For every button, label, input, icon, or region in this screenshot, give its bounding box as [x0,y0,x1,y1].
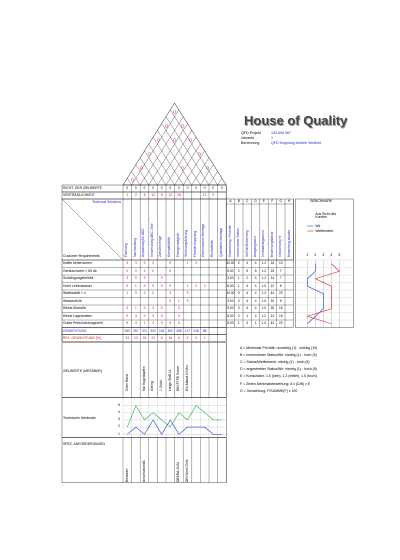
rating-cell: 12 [270,283,275,288]
improvement-value: 9 [212,193,215,197]
spec-requirement: Anschlussmaß [141,459,146,482]
direction-value: 0 [178,186,180,190]
relationship-cell: 0 [126,268,129,273]
relationship-cell: 3 [169,291,172,296]
relationship-cell: 9 [160,306,163,311]
rel-weighting-value: 6 [160,335,163,340]
tech-characteristic: Strömungsführung [184,229,189,257]
rel-weighting-value: 13 [125,335,130,340]
tech-characteristic: Verwendung ABC-Teile [149,223,154,257]
rating-cell: 4 [254,261,257,266]
rating-cell: 4 [254,291,257,296]
relationship-cell: 9 [135,268,137,273]
legend-text-line: D = angestrebter Status/Wir: niedrig (1) - hoch (5) [240,367,317,372]
target-value: Lange Stoff 14 [167,369,172,391]
rating-col-label: Bewertung absolut [286,229,291,257]
relationship-cell: 9 [126,283,129,288]
requirement-name: Hohe Lebensdauer [63,283,92,288]
rating-cell: 4 [254,283,257,288]
rating-col-label: momentaner Status [236,228,241,257]
rating-cell: 2 [237,313,240,318]
legend-text-line: C = Status/Wettbewerb: niedrig (1) - hoch (5) [240,359,310,364]
direction-value: 0 [186,186,189,190]
requirement-name: Kleine Lagerkosten [63,313,93,318]
rating-cell: 7 [279,276,282,281]
rating-cell: 44 [270,291,275,296]
rating-cell: 3.00 [227,276,234,281]
rating-cell: 2 [246,276,249,281]
rating-col-label: Gewichtung % [278,235,283,257]
direction-value: 0 [126,186,129,190]
rel-weighting-value: 18 [142,335,147,340]
relationship-cell: 9 [160,313,163,318]
tech-characteristic: Qualitative Montage [218,227,223,257]
relationship-cell: 9 [186,298,189,303]
rating-cell: 5 [279,298,282,303]
rating-cell: 3 [237,298,240,303]
rating-cell: 7 [279,268,282,273]
target-value: Gering [150,380,155,391]
rating-cell: 23 [279,321,283,326]
rating-cell: 1.0 [261,321,267,326]
tech-benchmark-label: Technische Merkmale [63,415,96,420]
rating-cell: 2 [237,261,240,266]
rating-col-letter: A [229,199,232,203]
rel-weighting-value: 13 [134,335,138,340]
weighting-value: 490 [167,328,173,333]
rating-cell: 4 [254,276,257,281]
rel-weighting-value: 9 [195,335,197,340]
rating-cell: 4 [254,313,257,318]
rating-cell: 1 [237,283,240,288]
relationship-cell: 3 [203,283,206,288]
tech-characteristic: Passgenauigkeit [175,232,180,257]
weighting-value: 371 [141,328,148,333]
rel-weighting-value: 18 [168,335,173,340]
rating-col-letter: G [279,199,283,203]
spec-requirement: DIN Norm-Teile [184,458,189,482]
rating-cell: 1 [246,313,249,318]
rating-col-letter: H [288,199,291,203]
relationship-cell: 1 [126,291,129,296]
rating-col-letter: F [271,199,274,203]
tech-characteristic: Kompatibilität [167,237,171,257]
benchmark-label: BENCHMARK [310,199,333,203]
rating-col-label: Gewichtung / Priorität [227,225,232,257]
relationship-cell: 0 [152,261,154,266]
relationship-cell: 9 [143,313,146,318]
relationship-cell: 9 [160,283,163,288]
project-row-value: 1 [271,136,273,140]
tech-characteristic: Anpassung für ABC [141,228,146,257]
rating-col-label: Ausgangswert [252,236,257,257]
relationship-cell: 9 [135,276,137,281]
rel-weighting-value: 6 [178,335,180,340]
improvement-label: VERTRÄGLICHKEIT [63,193,95,197]
rating-cell: 3 [237,306,240,311]
relationship-cell: 9 [186,291,189,296]
direction-value: 0 [221,186,223,190]
rating-cell: 16 [279,306,283,311]
tech-characteristic: Fixierung [124,243,128,257]
rating-cell: 8.00 [227,321,234,326]
target-value: 1 Stück [158,379,163,391]
requirement-name: Gutes Preis/Leistungsverh. [63,321,104,326]
requirement-name: Geräuschverh.< 65 db [63,268,97,273]
relationship-cell: 1 [178,298,180,303]
relationship-cell: 3 [195,261,197,266]
relationship-cell: 9 [143,291,146,296]
improvement-value: 18 [177,193,181,197]
improvement-value: 2 [135,193,137,197]
requirement-name: Wasserdicht [63,298,82,303]
target-value: Ein Ablauf 10 Min. [184,363,189,391]
requirement-name: Wartbarkeit > x [63,291,86,296]
improvement-value: 8 [160,193,163,197]
relationship-cell: 3 [178,321,180,326]
relationship-cell: 3 [126,261,129,266]
rating-cell: 5 [246,268,249,273]
requirement-name: Schwingungsfreiheit [63,276,94,281]
relationship-cell: 3 [152,313,154,318]
improvement-value: 8 [143,193,146,197]
rating-cell: 2 [237,268,240,273]
tech-characteristic: Zwischenringe [158,235,163,257]
weighting-value: 302 [150,328,156,333]
relationship-cell: 9 [143,283,146,288]
tech-characteristic: Rentabilität [210,240,214,257]
benchmark-sub: Aus Sicht des Kunden [315,212,337,220]
benchmark-scale-label: 5 [338,253,341,257]
weighting-label: GEWICHTUNG [63,328,87,333]
direction-value: 0 [135,186,137,190]
relationship-cell: 1 [143,321,146,326]
weighting-value: 88 [202,328,207,333]
legend-ours: Wir [315,223,321,228]
relationship-cell: 0 [152,291,154,296]
rating-cell: 23 [279,291,283,296]
relationship-cell: 3 [126,306,129,311]
rating-col-label: Bewertungsfaktor [269,231,274,257]
rating-cell: 24 [270,261,275,266]
improvement-value: 12 [151,193,155,197]
rating-cell: 10.00 [226,261,235,266]
benchmark-scale-label: 1 [306,253,309,257]
legend-comp: Wettbewerb [315,228,334,233]
rating-cell: 1.0 [261,298,267,303]
rating-cell: 1.0 [261,283,267,288]
rating-cell: 9.00 [227,306,234,311]
rating-cell: 4 [246,261,249,266]
rating-cell: 1.2 [261,261,267,266]
rating-cell: 1.0 [261,306,267,311]
rating-cell: 4 [254,306,257,311]
relationship-cell: 9 [135,291,137,296]
relationship-cell: 3 [195,283,197,288]
rating-cell: 1.2 [261,276,267,281]
rating-cell: 4 [254,298,257,303]
rating-cell: 10 [270,298,275,303]
legend-text-line: B = momentaner Status/Wir: niedrig (1) - hoch (5) [240,352,317,357]
tech-header-label: Technical Solutions [92,200,122,204]
rel-weighting-value: 22 [151,335,155,340]
rating-cell: 44 [270,321,275,326]
project-row-value: 143.695.967 [271,131,291,135]
rating-cell: 15 [279,313,283,318]
improvement-value: 12 [202,193,207,197]
relationship-cell: 9 [160,276,163,281]
relationship-cell: 3 [135,321,137,326]
rating-cell: 8 [279,283,282,288]
relationship-cell: 9 [169,321,172,326]
rel-weighting-label: REL. GEWICHTUNG [%] [63,335,101,340]
project-row-value: QFD Kopplung Antrieb Verdicht [271,141,321,145]
spec-requirements-label: SPEZ. ANFORDERUNGEN [63,441,105,446]
rating-cell: 5 [254,268,257,273]
weighting-value: 549 [124,328,130,333]
rating-cell: 8.00 [227,283,234,288]
tech-benchmark-scale: 3 [118,417,120,422]
relationship-cell: 0 [152,268,154,273]
target-values-label: ZIELWERTE (MESSBAR) [63,368,102,373]
rating-cell: 1.2 [261,268,267,273]
relationship-cell: 1 [186,283,189,288]
legend-text-line: G = Gewichtung: F/SUMME(F) x 100 [240,388,298,393]
direction-label: RICHT. DER ZIELWERTE [63,186,103,190]
spec-requirement: Blindwert [124,467,129,482]
rating-cell: 1 [237,321,240,326]
improvement-value: 1 [126,193,129,197]
rating-cell: 4 [246,306,249,311]
relationship-cell: 3 [126,276,129,281]
relationship-cell: 9 [143,276,146,281]
relationship-cell: 3 [143,268,146,273]
requirement-name: Kräfte beherrschen [63,261,92,266]
legend-text-line: E = Konsultator: 1.0 (kein), 1.2 (mittel), 1.5 (hoch) [240,374,317,379]
rating-col-letter: E [262,199,266,203]
rating-cell: 4 [246,283,249,288]
rating-cell: 4 [246,321,249,326]
rel-weighting-value: 2 [203,335,206,340]
benchmark-scale-label: 2 [314,253,317,257]
direction-value: 0 [195,186,197,190]
rating-cell: 14 [270,313,275,318]
relationship-cell: 9 [152,283,154,288]
relationship-cell: 3 [178,313,180,318]
rating-cell: 8.00 [227,313,234,318]
rating-cell: 1 [237,276,240,281]
relationship-cell: 3 [152,306,154,311]
project-row-label: Variante [241,136,255,140]
rating-col-letter: B [237,199,240,203]
relationship-cell: 3 [135,261,137,266]
relationship-cell: 9 [169,261,172,266]
relationship-cell: 9 [143,306,146,311]
project-row-label: Benennung [241,141,260,145]
tech-benchmark-scale: 4 [118,410,120,414]
relationship-cell: 3 [178,306,180,311]
tech-characteristic: Gemeinsame Montage [201,223,206,257]
weighting-value: 127 [184,328,191,333]
tech-benchmark-scale: 5 [118,402,120,407]
rating-cell: 4 [246,291,249,296]
requirement-name: Kleine Abmaße [63,306,86,311]
rating-cell: 14 [270,276,275,281]
weighting-value: 357 [133,328,139,333]
rating-cell: 4 [246,298,249,303]
benchmark-scale-label: 4 [330,253,333,257]
relationship-cell: 9 [169,268,172,273]
relationship-cell: 1 [135,283,137,288]
target-value: Ohne Rand [124,373,129,391]
rating-col-letter: C [246,199,249,203]
benchmark-scale-label: 3 [322,253,325,257]
rating-cell: 10.00 [226,291,235,296]
tech-characteristic: Flexible Kopplung [192,230,197,257]
rating-cell: 1.2 [261,291,267,296]
rating-cell: 3 [237,291,240,296]
improvement-value: 12 [168,193,173,197]
direction-value: 0 [203,186,206,190]
relationship-cell: 1 [186,261,189,266]
target-value: DIN PTFE Sicher [176,365,181,391]
rating-cell: 1 [254,321,257,326]
relationship-cell: 9 [143,261,146,266]
rating-cell: 13 [279,261,283,266]
legend-text-line: A = Merkmale Priorität: unwichtig (1) - wichtig (10) [240,345,318,350]
target-value: Nur Kugelzapfen [141,365,146,391]
direction-value: 0 [143,186,146,190]
rel-weighting-value: 5 [186,335,189,340]
tech-benchmark-scale: 2 [118,424,120,429]
relationship-cell: 9 [126,313,129,318]
rating-cell: 15 [270,268,275,273]
relationship-cell: 9 [160,321,163,326]
rating-col-label: Ist/Soll-Beziehung [244,230,249,257]
rating-cell: 5.00 [227,268,234,273]
project-row-label: QFD-Projekt [241,131,261,135]
direction-value: 0 [169,186,172,190]
relationship-cell: 3 [152,321,154,326]
tech-characteristic: Nachstellung [132,237,137,257]
rating-cell: 30 [270,306,275,311]
legend-text-line: F = Zielen-Merkmalsbewertung: A x (D/B) x E [240,381,311,386]
rating-cell: 3.00 [227,298,234,303]
relationship-cell: 1 [135,306,137,311]
tech-benchmark-scale: 1 [118,431,120,436]
relationship-cell: 9 [169,283,172,288]
rating-col-letter: D [254,199,257,203]
weighting-value: 458 [176,328,182,333]
rating-cell: 1.2 [261,313,267,318]
direction-value: 0 [160,186,163,190]
weighting-value: 153 [159,328,165,333]
rating-col-label: Verkaufsargument [261,230,266,257]
weighting-value: 248 [193,328,199,333]
page-title: House of Quality [244,113,348,128]
customer-header-label: Customer Requirements [63,254,100,258]
relationship-cell: 9 [126,321,129,326]
direction-value: 0 [212,186,215,190]
spec-requirement: DEKRA-SUM [176,461,181,482]
direction-value: 0 [152,186,154,190]
relationship-cell: 9 [169,298,172,303]
relationship-cell: 3 [135,313,137,318]
